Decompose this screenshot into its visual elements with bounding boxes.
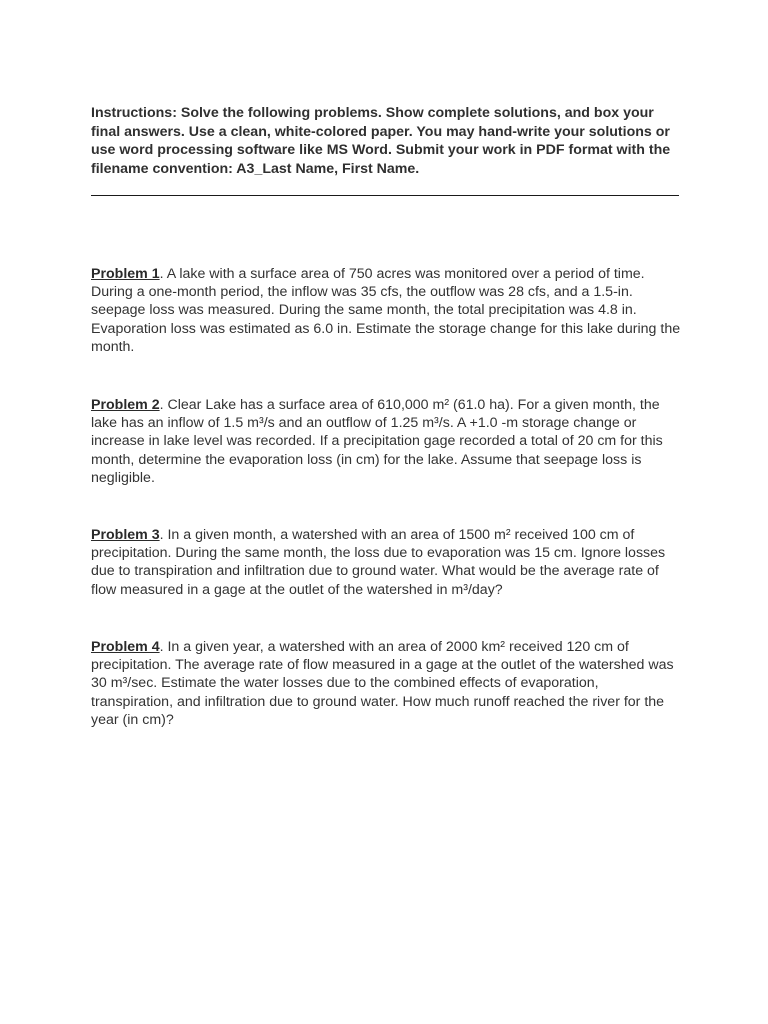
problem-3 [91, 526, 681, 599]
problem-1-label: Problem 1 [91, 266, 160, 282]
problem-4 [91, 638, 681, 729]
problem-1-text: . A lake with a surface area of 750 acres was monitored over a period of time. During a one-month period, the inflow was 35 cfs, the outflow was 28 cfs, and a 1.5-in. seepage loss was measured. During the same month, the total precipitation was 4.8 in. Evaporation loss was estimated as 6.0 in. Estimate the storage change for this lake during the month. [91, 266, 681, 355]
problem-3-text: . In a given month, a watershed with an area of 1500 m² received 100 cm of precipitation. During the same month, the loss due to evaporation was 15 cm. Ignore losses due to transpiration and infiltration due to ground water. What would be the average rate of flow measured in a gage at the outlet of the watershed in m³/day? [91, 527, 666, 598]
instructions-paragraph: Instructions: Solve the following problems. Show complete solutions, and box your final answers. Use a clean, white-colored paper. You may hand-write your solutions or use word processing software like MS Word. Submit your work in PDF format with the filename convention: A3_Last Name, First Name. [91, 105, 671, 177]
problem-4-label: Problem 4 [91, 639, 160, 655]
problem-2-text: . Clear Lake has a surface area of 610,000 m² (61.0 ha). For a given month, the lake has an inflow of 1.5 m³/s and an outflow of 1.25 m³/s. A +1.0 -m storage change or increase in lake level was recorded. If a precipitation gage recorded a total of 20 cm for this month, determine the evaporation loss (in cm) for the lake. Assume that seepage loss is negligible. [91, 397, 663, 486]
horizontal-divider [91, 195, 679, 196]
problem-4-text: . In a given year, a watershed with an area of 2000 km² received 120 cm of precipitation. The average rate of flow measured in a gage at the outlet of the watershed was 30 m³/sec. Estimate the water losses due to the combined effects of evaporation, transpiration, and infiltration due to ground water. How much runoff reached the river for the year (in cm)? [91, 639, 674, 728]
problem-1 [91, 265, 681, 356]
problem-2 [91, 396, 681, 487]
problem-2-label: Problem 2 [91, 397, 160, 413]
problem-3-label: Problem 3 [91, 527, 160, 543]
